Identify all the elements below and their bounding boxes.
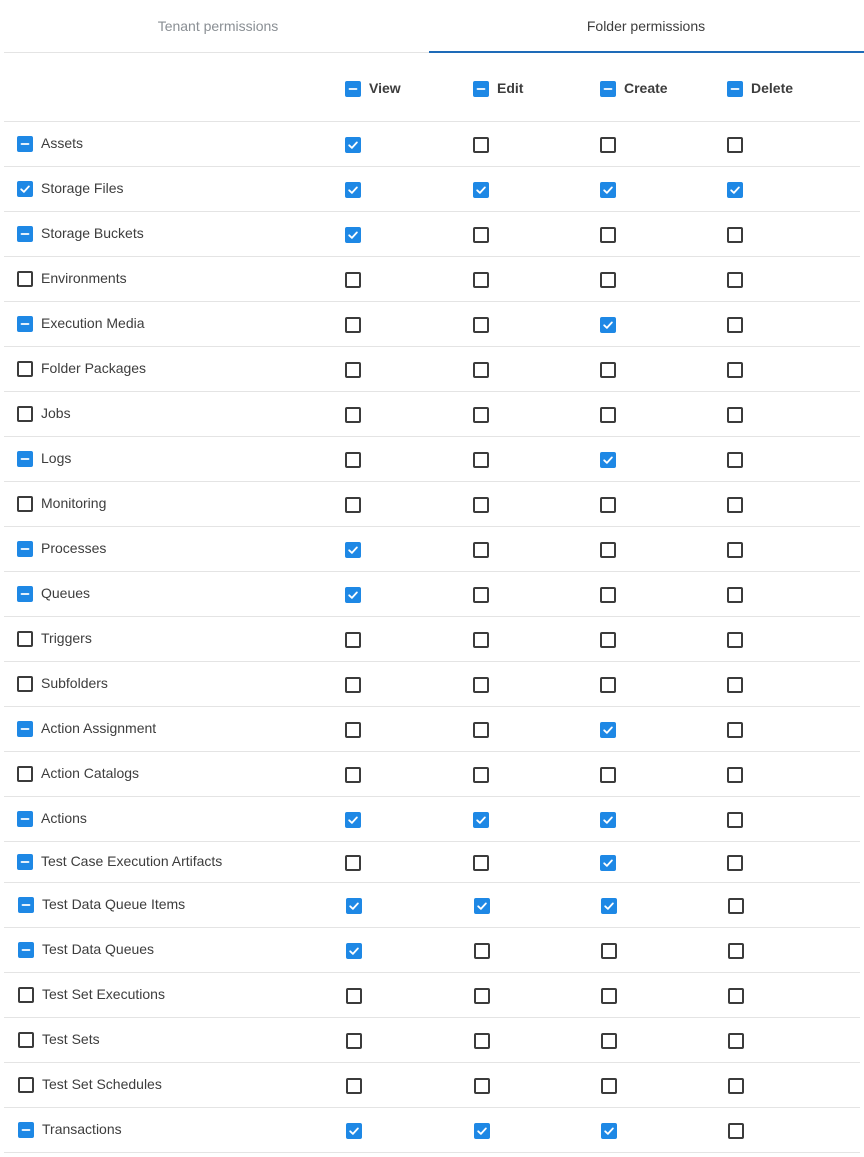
storage-files-create-checkbox[interactable]	[600, 182, 616, 198]
permission-row-test-case-execution-artifacts	[4, 842, 860, 883]
row-select-action-catalogs-checkbox[interactable]	[17, 766, 33, 782]
folder-packages-view-checkbox[interactable]	[345, 362, 361, 378]
permission-label: Execution Media	[41, 315, 145, 331]
assets-view-checkbox[interactable]	[345, 137, 361, 153]
test-data-queue-items-edit-checkbox[interactable]	[474, 898, 490, 914]
jobs-delete-checkbox[interactable]	[727, 407, 743, 423]
permission-row-test-set-schedules	[4, 1063, 860, 1108]
action-assignment-edit-checkbox[interactable]	[473, 722, 489, 738]
permission-row-logs	[4, 437, 860, 482]
test-sets-view-checkbox[interactable]	[346, 1033, 362, 1049]
permission-row-processes	[4, 527, 860, 572]
tab-tenant-permissions[interactable]: Tenant permissions	[157, 18, 279, 34]
action-assignment-view-checkbox[interactable]	[345, 722, 361, 738]
test-set-executions-create-checkbox[interactable]	[601, 988, 617, 1004]
tab-folder-permissions[interactable]: Folder permissions	[586, 18, 706, 34]
test-data-queue-items-create-checkbox[interactable]	[601, 898, 617, 914]
test-data-queues-create-checkbox[interactable]	[601, 943, 617, 959]
permission-label: Test Set Executions	[42, 986, 165, 1002]
test-sets-create-checkbox[interactable]	[601, 1033, 617, 1049]
action-catalogs-edit-checkbox[interactable]	[473, 767, 489, 783]
permission-label: Action Catalogs	[41, 765, 140, 781]
test-set-schedules-create-checkbox[interactable]	[601, 1078, 617, 1094]
execution-media-view-checkbox[interactable]	[345, 317, 361, 333]
permission-label: Assets	[41, 135, 84, 151]
permission-label: Test Sets	[42, 1031, 100, 1047]
test-data-queue-items-view-checkbox[interactable]	[346, 898, 362, 914]
row-select-execution-media-checkbox[interactable]	[17, 316, 33, 332]
transactions-create-checkbox[interactable]	[601, 1123, 617, 1139]
column-header-view: View	[369, 80, 401, 96]
permission-row-queues	[4, 572, 860, 617]
logs-delete-checkbox[interactable]	[727, 452, 743, 468]
action-catalogs-delete-checkbox[interactable]	[727, 767, 743, 783]
logs-create-checkbox[interactable]	[600, 452, 616, 468]
test-set-executions-view-checkbox[interactable]	[346, 988, 362, 1004]
row-select-jobs-checkbox[interactable]	[17, 406, 33, 422]
test-data-queues-edit-checkbox[interactable]	[474, 943, 490, 959]
test-case-execution-artifacts-create-checkbox[interactable]	[600, 855, 616, 871]
assets-create-checkbox[interactable]	[600, 137, 616, 153]
permissions-tabs	[4, 0, 860, 53]
permission-row-transactions	[4, 1108, 860, 1153]
permission-row-test-data-queue-items	[4, 883, 860, 928]
permissions-header-row	[4, 53, 860, 122]
column-header-delete: Delete	[751, 80, 794, 96]
queues-view-checkbox[interactable]	[345, 587, 361, 603]
triggers-edit-checkbox[interactable]	[473, 632, 489, 648]
processes-edit-checkbox[interactable]	[473, 542, 489, 558]
queues-create-checkbox[interactable]	[600, 587, 616, 603]
row-select-processes-checkbox[interactable]	[17, 541, 33, 557]
row-select-storage-files-checkbox[interactable]	[17, 181, 33, 197]
permission-row-execution-media	[4, 302, 860, 347]
permission-row-subfolders	[4, 662, 860, 707]
select-all-delete-checkbox[interactable]	[727, 81, 743, 97]
row-select-subfolders-checkbox[interactable]	[17, 676, 33, 692]
action-catalogs-create-checkbox[interactable]	[600, 767, 616, 783]
permission-label: Logs	[41, 450, 72, 466]
permission-label: Test Set Schedules	[42, 1076, 162, 1092]
permission-label: Test Case Execution Artifacts	[41, 853, 223, 869]
test-set-schedules-delete-checkbox[interactable]	[728, 1078, 744, 1094]
permission-label: Queues	[41, 585, 91, 601]
test-case-execution-artifacts-view-checkbox[interactable]	[345, 855, 361, 871]
test-set-executions-edit-checkbox[interactable]	[474, 988, 490, 1004]
test-case-execution-artifacts-delete-checkbox[interactable]	[727, 855, 743, 871]
row-select-transactions-checkbox[interactable]	[18, 1122, 34, 1138]
row-select-test-set-executions-checkbox[interactable]	[18, 987, 34, 1003]
action-catalogs-view-checkbox[interactable]	[345, 767, 361, 783]
row-select-storage-buckets-checkbox[interactable]	[17, 226, 33, 242]
environments-view-checkbox[interactable]	[345, 272, 361, 288]
triggers-create-checkbox[interactable]	[600, 632, 616, 648]
permission-label: Actions	[41, 810, 87, 826]
logs-view-checkbox[interactable]	[345, 452, 361, 468]
action-assignment-delete-checkbox[interactable]	[727, 722, 743, 738]
row-select-monitoring-checkbox[interactable]	[17, 496, 33, 512]
row-select-action-assignment-checkbox[interactable]	[17, 721, 33, 737]
processes-create-checkbox[interactable]	[600, 542, 616, 558]
action-assignment-create-checkbox[interactable]	[600, 722, 616, 738]
permission-row-storage-files	[4, 167, 860, 212]
execution-media-delete-checkbox[interactable]	[727, 317, 743, 333]
test-data-queue-items-delete-checkbox[interactable]	[728, 898, 744, 914]
row-select-environments-checkbox[interactable]	[17, 271, 33, 287]
row-select-test-set-schedules-checkbox[interactable]	[18, 1077, 34, 1093]
select-all-edit-checkbox[interactable]	[473, 81, 489, 97]
storage-buckets-view-checkbox[interactable]	[345, 227, 361, 243]
permission-label: Monitoring	[41, 495, 107, 511]
permission-row-action-assignment	[4, 707, 860, 752]
subfolders-create-checkbox[interactable]	[600, 677, 616, 693]
column-header-create: Create	[624, 80, 668, 96]
storage-files-view-checkbox[interactable]	[345, 182, 361, 198]
test-sets-edit-checkbox[interactable]	[474, 1033, 490, 1049]
environments-delete-checkbox[interactable]	[727, 272, 743, 288]
triggers-delete-checkbox[interactable]	[727, 632, 743, 648]
actions-create-checkbox[interactable]	[600, 812, 616, 828]
permission-row-environments	[4, 257, 860, 302]
permission-row-actions	[4, 797, 860, 842]
permission-row-test-set-executions	[4, 973, 860, 1018]
subfolders-view-checkbox[interactable]	[345, 677, 361, 693]
execution-media-create-checkbox[interactable]	[600, 317, 616, 333]
select-all-view-checkbox[interactable]	[345, 81, 361, 97]
test-case-execution-artifacts-edit-checkbox[interactable]	[473, 855, 489, 871]
row-select-triggers-checkbox[interactable]	[17, 631, 33, 647]
subfolders-delete-checkbox[interactable]	[727, 677, 743, 693]
storage-files-delete-checkbox[interactable]	[727, 182, 743, 198]
test-sets-delete-checkbox[interactable]	[728, 1033, 744, 1049]
permission-row-test-sets	[4, 1018, 860, 1063]
permission-label: Jobs	[41, 405, 71, 421]
row-select-assets-checkbox[interactable]	[17, 136, 33, 152]
jobs-create-checkbox[interactable]	[600, 407, 616, 423]
monitoring-view-checkbox[interactable]	[345, 497, 361, 513]
permission-label: Subfolders	[41, 675, 108, 691]
permission-label: Test Data Queue Items	[42, 896, 186, 912]
folder-packages-create-checkbox[interactable]	[600, 362, 616, 378]
select-all-create-checkbox[interactable]	[600, 81, 616, 97]
row-select-test-data-queue-items-checkbox[interactable]	[18, 897, 34, 913]
column-header-edit: Edit	[497, 80, 524, 96]
test-data-queues-view-checkbox[interactable]	[346, 943, 362, 959]
assets-edit-checkbox[interactable]	[473, 137, 489, 153]
storage-files-edit-checkbox[interactable]	[473, 182, 489, 198]
permission-label: Storage Buckets	[41, 225, 144, 241]
queues-delete-checkbox[interactable]	[727, 587, 743, 603]
test-set-executions-delete-checkbox[interactable]	[728, 988, 744, 1004]
permission-label: Triggers	[41, 630, 92, 646]
storage-buckets-create-checkbox[interactable]	[600, 227, 616, 243]
permission-label: Environments	[41, 270, 127, 286]
permission-row-folder-packages	[4, 347, 860, 392]
row-select-queues-checkbox[interactable]	[17, 586, 33, 602]
permission-label: Storage Files	[41, 180, 124, 196]
row-select-test-sets-checkbox[interactable]	[18, 1032, 34, 1048]
permission-row-monitoring	[4, 482, 860, 527]
row-select-test-case-execution-artifacts-checkbox[interactable]	[17, 854, 33, 870]
permission-row-jobs	[4, 392, 860, 437]
jobs-view-checkbox[interactable]	[345, 407, 361, 423]
permission-label: Test Data Queues	[42, 941, 155, 957]
permission-row-action-catalogs	[4, 752, 860, 797]
actions-edit-checkbox[interactable]	[473, 812, 489, 828]
subfolders-edit-checkbox[interactable]	[473, 677, 489, 693]
environments-edit-checkbox[interactable]	[473, 272, 489, 288]
transactions-edit-checkbox[interactable]	[474, 1123, 490, 1139]
jobs-edit-checkbox[interactable]	[473, 407, 489, 423]
row-select-actions-checkbox[interactable]	[17, 811, 33, 827]
folder-packages-delete-checkbox[interactable]	[727, 362, 743, 378]
storage-buckets-delete-checkbox[interactable]	[727, 227, 743, 243]
transactions-view-checkbox[interactable]	[346, 1123, 362, 1139]
logs-edit-checkbox[interactable]	[473, 452, 489, 468]
processes-view-checkbox[interactable]	[345, 542, 361, 558]
monitoring-delete-checkbox[interactable]	[727, 497, 743, 513]
row-select-test-data-queues-checkbox[interactable]	[18, 942, 34, 958]
actions-delete-checkbox[interactable]	[727, 812, 743, 828]
permission-row-assets	[4, 122, 860, 167]
permission-row-triggers	[4, 617, 860, 662]
transactions-delete-checkbox[interactable]	[728, 1123, 744, 1139]
monitoring-edit-checkbox[interactable]	[473, 497, 489, 513]
execution-media-edit-checkbox[interactable]	[473, 317, 489, 333]
assets-delete-checkbox[interactable]	[727, 137, 743, 153]
test-set-schedules-view-checkbox[interactable]	[346, 1078, 362, 1094]
permission-label: Processes	[41, 540, 107, 556]
permissions-table	[0, 53, 864, 1153]
permission-label: Folder Packages	[41, 360, 147, 376]
triggers-view-checkbox[interactable]	[345, 632, 361, 648]
storage-buckets-edit-checkbox[interactable]	[473, 227, 489, 243]
test-data-queues-delete-checkbox[interactable]	[728, 943, 744, 959]
processes-delete-checkbox[interactable]	[727, 542, 743, 558]
permission-label: Transactions	[42, 1121, 122, 1137]
monitoring-create-checkbox[interactable]	[600, 497, 616, 513]
permission-row-storage-buckets	[4, 212, 860, 257]
queues-edit-checkbox[interactable]	[473, 587, 489, 603]
folder-packages-edit-checkbox[interactable]	[473, 362, 489, 378]
actions-view-checkbox[interactable]	[345, 812, 361, 828]
test-set-schedules-edit-checkbox[interactable]	[474, 1078, 490, 1094]
permission-label: Action Assignment	[41, 720, 157, 736]
permission-row-test-data-queues	[4, 928, 860, 973]
row-select-folder-packages-checkbox[interactable]	[17, 361, 33, 377]
row-select-logs-checkbox[interactable]	[17, 451, 33, 467]
environments-create-checkbox[interactable]	[600, 272, 616, 288]
